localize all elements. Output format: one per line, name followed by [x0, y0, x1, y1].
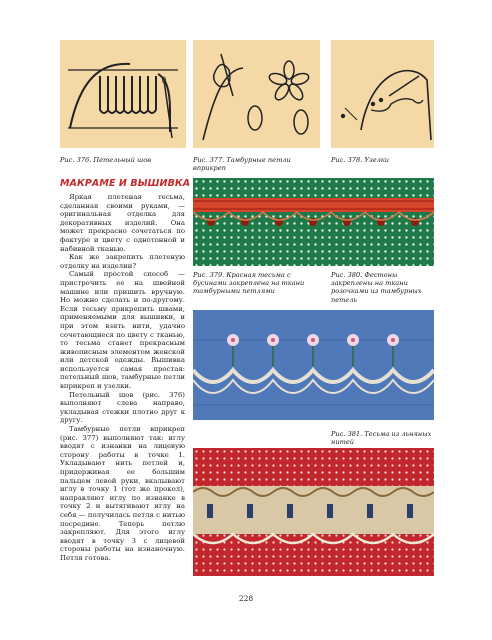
figure-376-diagram	[60, 40, 186, 148]
figure-377-caption: Рис. 377. Тамбурные петли вприкреп	[193, 156, 291, 173]
section-title: МАКРАМЕ И ВЫШИВКА	[60, 178, 191, 189]
figure-380-caption: Рис. 380. Фестоны закреплены на ткани розочками из тамбурных петель	[331, 271, 422, 304]
page-number: 228	[238, 594, 254, 603]
french-knot-diagram-icon	[331, 40, 434, 148]
paragraph-4: Петельный шов (рис. 376) выполняют слева направо, укладывая стежки плотно друг к другу.	[60, 390, 185, 425]
photo-green-fabric-red-braid	[193, 178, 434, 266]
figure-381-caption: Рис. 381. Тесьма из льняных нитей	[331, 430, 432, 447]
photo-blue-fabric-festoons	[193, 310, 434, 420]
buttonhole-stitch-diagram-icon	[60, 40, 186, 148]
paragraph-2: Как же закрепить плетеную отделку на изделии?	[60, 253, 185, 270]
lazy-daisy-stitch-diagram-icon	[193, 40, 320, 148]
figure-378-diagram	[331, 40, 434, 148]
paragraph-5: Тамбурные петли вприкреп (рис. 377) выполняют так: иглу вводят с изнанки на лицевую сторону работы в точке 1. Укладывают нить петлей и, придерживая ее большим пальцем левой руки, вкалывают иглу в точку 1 (тот же прокол), направляют иглу по изнанке в точку 2 и вытягивают иглу на себя — получилась петля с нитью посредине. Теперь петлю закрепляют. Для этого иглу вводят в точку 3 с лицевой стороны работы на изнаночную. Петля готова.	[60, 425, 185, 562]
photo-red-fabric-linen-braid	[193, 448, 434, 576]
figure-376-caption: Рис. 376. Петельный шов	[60, 156, 152, 164]
figure-378-caption: Рис. 378. Узелки	[331, 156, 389, 164]
figure-379-caption: Рис. 379. Красная тесьма с бусинами закреплена на ткани тамбурными петлями	[193, 271, 305, 296]
paragraph-3: Самый простой способ — пристрочить ее на швейной машине или пришить вручную. Но можно сделать и по-другому. Если тесьму прикрепить швами, применяемыми для вышивки, и при этом взять нити, удачно сочетающиеся по цвету с тканью, то тесьма станет прекрасным живописным элементом женской или детской одежды. Вышивка используется самая простая: петельный шов, тамбурные петли вприкреп и узелки.	[60, 270, 185, 391]
paragraph-1: Яркая плетеная тесьма, сделанная своими руками, — оригинальная отделка для декоративных изделий. Она может прекрасно сочетаться по фактуре и цвету с однотонной и набивной тканью.	[60, 193, 185, 253]
article-body	[60, 193, 185, 563]
figure-377-diagram	[193, 40, 320, 148]
